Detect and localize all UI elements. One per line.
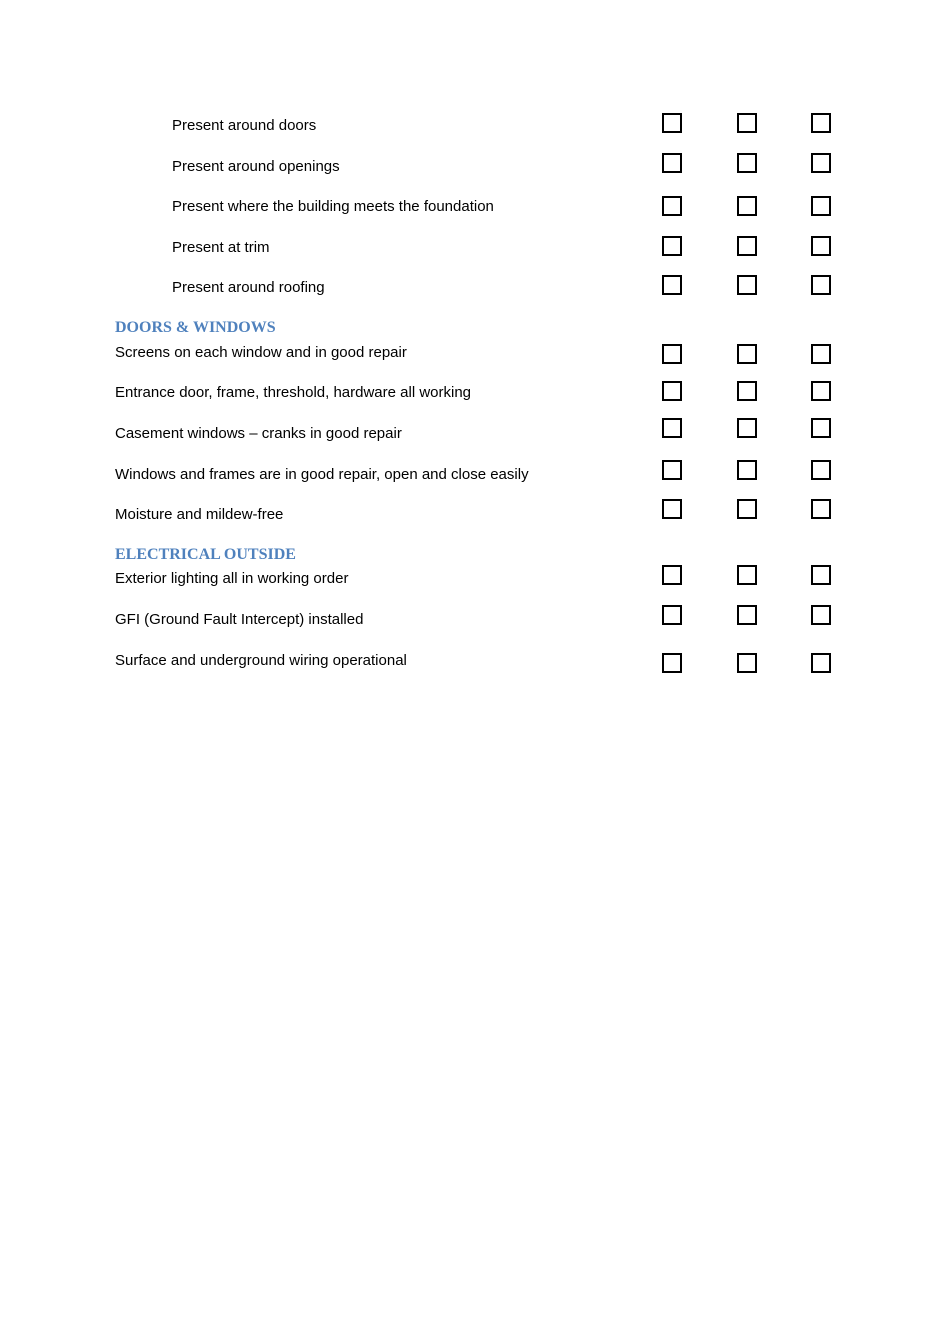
checkbox-col1[interactable] xyxy=(662,653,682,673)
checkbox-col2[interactable] xyxy=(737,460,757,480)
checkbox-col3[interactable] xyxy=(811,605,831,625)
checkbox-col3[interactable] xyxy=(811,653,831,673)
checkbox-col3[interactable] xyxy=(811,153,831,173)
checkbox-col1[interactable] xyxy=(662,344,682,364)
item-label: Present around roofing xyxy=(172,279,325,296)
checkbox-col3[interactable] xyxy=(811,499,831,519)
checkbox-col2[interactable] xyxy=(737,236,757,256)
checkbox-col3[interactable] xyxy=(811,565,831,585)
item-label: Entrance door, frame, threshold, hardware all working xyxy=(115,384,472,401)
checkbox-col2[interactable] xyxy=(737,196,757,216)
checkbox-col3[interactable] xyxy=(811,418,831,438)
item-label: Screens on each window and in good repair xyxy=(115,344,407,361)
section-heading: ELECTRICAL OUTSIDE xyxy=(115,546,296,563)
checkbox-col2[interactable] xyxy=(737,381,757,401)
checkbox-col1[interactable] xyxy=(662,196,682,216)
checkbox-col3[interactable] xyxy=(811,275,831,295)
checkbox-col2[interactable] xyxy=(737,418,757,438)
item-label: Casement windows – cranks in good repair xyxy=(115,425,402,442)
item-label: Present around openings xyxy=(172,158,340,175)
checkbox-col3[interactable] xyxy=(811,381,831,401)
checkbox-col2[interactable] xyxy=(737,153,757,173)
checkbox-col2[interactable] xyxy=(737,113,757,133)
checkbox-col1[interactable] xyxy=(662,236,682,256)
checkbox-col1[interactable] xyxy=(662,113,682,133)
section-heading: DOORS & WINDOWS xyxy=(115,319,276,336)
item-label: Moisture and mildew-free xyxy=(115,506,284,523)
checkbox-col1[interactable] xyxy=(662,565,682,585)
checkbox-col3[interactable] xyxy=(811,196,831,216)
item-label: Surface and underground wiring operational xyxy=(115,652,407,669)
checkbox-col1[interactable] xyxy=(662,499,682,519)
checkbox-col1[interactable] xyxy=(662,460,682,480)
checkbox-col1[interactable] xyxy=(662,418,682,438)
checkbox-col3[interactable] xyxy=(811,236,831,256)
checkbox-col3[interactable] xyxy=(811,460,831,480)
item-label: GFI (Ground Fault Intercept) installed xyxy=(115,611,364,628)
checkbox-col1[interactable] xyxy=(662,275,682,295)
checkbox-col2[interactable] xyxy=(737,605,757,625)
item-label: Exterior lighting all in working order xyxy=(115,570,349,587)
item-label: Present where the building meets the foundation xyxy=(172,198,494,215)
item-label: Present at trim xyxy=(172,239,270,256)
checkbox-col2[interactable] xyxy=(737,499,757,519)
checkbox-col1[interactable] xyxy=(662,381,682,401)
checkbox-col2[interactable] xyxy=(737,653,757,673)
checkbox-col1[interactable] xyxy=(662,605,682,625)
checkbox-col3[interactable] xyxy=(811,113,831,133)
checkbox-col3[interactable] xyxy=(811,344,831,364)
item-label: Present around doors xyxy=(172,117,317,134)
item-label: Windows and frames are in good repair, open and close easily xyxy=(115,466,529,483)
checkbox-col2[interactable] xyxy=(737,344,757,364)
checkbox-col2[interactable] xyxy=(737,565,757,585)
checkbox-col2[interactable] xyxy=(737,275,757,295)
checkbox-col1[interactable] xyxy=(662,153,682,173)
